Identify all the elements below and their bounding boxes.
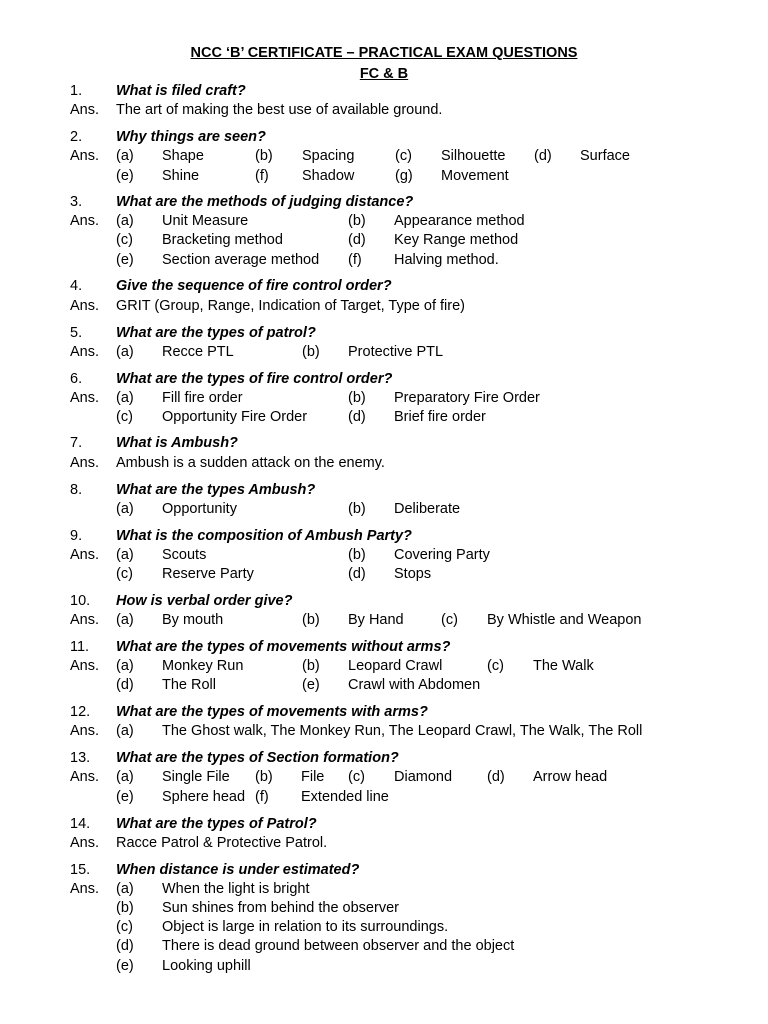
- question-text: What is Ambush?: [116, 435, 238, 451]
- option-label: (d): [348, 566, 366, 582]
- option-text: Arrow head: [533, 769, 608, 785]
- option-label: (b): [302, 658, 320, 674]
- option-text: Scouts: [162, 547, 207, 563]
- option-label: (a): [116, 723, 134, 739]
- option-label: (d): [116, 938, 134, 954]
- question-number: 2.: [70, 129, 83, 145]
- option-label: (g): [395, 168, 413, 184]
- option-text: Covering Party: [394, 547, 490, 563]
- option-label: (c): [116, 919, 133, 935]
- option-text: Preparatory Fire Order: [394, 390, 540, 406]
- option-text: Opportunity: [162, 501, 237, 517]
- option-text: Bracketing method: [162, 232, 283, 248]
- option-label: (a): [116, 769, 134, 785]
- answer-label: Ans.: [70, 881, 100, 897]
- answer-label: Ans.: [70, 102, 100, 118]
- option-label: (a): [116, 501, 134, 517]
- option-text: By mouth: [162, 612, 224, 628]
- option-label: (e): [116, 958, 134, 974]
- answer-label: Ans.: [70, 298, 100, 314]
- option-text: Surface: [580, 148, 630, 164]
- option-text: Key Range method: [394, 232, 519, 248]
- answer-label: Ans.: [70, 344, 100, 360]
- question-text: What are the types of Section formation?: [116, 750, 399, 766]
- question-text: Give the sequence of fire control order?: [116, 278, 392, 294]
- question-text: When distance is under estimated?: [116, 862, 360, 878]
- answer-label: Ans.: [70, 769, 100, 785]
- option-text: Appearance method: [394, 213, 525, 229]
- answer-label: Ans.: [70, 547, 100, 563]
- option-label: (b): [348, 213, 366, 229]
- option-label: (d): [348, 409, 366, 425]
- question-text: Why things are seen?: [116, 129, 266, 145]
- option-text: By Whistle and Weapon: [487, 612, 642, 628]
- question-number: 3.: [70, 194, 83, 210]
- option-label: (b): [348, 501, 366, 517]
- option-label: (f): [255, 789, 269, 805]
- option-label: (c): [395, 148, 412, 164]
- option-text: Silhouette: [441, 148, 506, 164]
- question-number: 6.: [70, 371, 83, 387]
- option-label: (b): [348, 390, 366, 406]
- option-label: (a): [116, 547, 134, 563]
- option-text: The Ghost walk, The Monkey Run, The Leopard Crawl, The Walk, The Roll: [162, 723, 643, 739]
- question-number: 9.: [70, 528, 83, 544]
- question-text: What is the composition of Ambush Party?: [116, 528, 412, 544]
- option-label: (a): [116, 148, 134, 164]
- option-text: The Roll: [162, 677, 216, 693]
- answer-text: The art of making the best use of available ground.: [116, 102, 443, 118]
- option-label: (b): [302, 344, 320, 360]
- option-label: (d): [534, 148, 552, 164]
- answer-text: GRIT (Group, Range, Indication of Target, Type of fire): [116, 298, 465, 314]
- answer-label: Ans.: [70, 723, 100, 739]
- option-label: (a): [116, 658, 134, 674]
- option-text: Brief fire order: [394, 409, 486, 425]
- option-text: There is dead ground between observer and the object: [162, 938, 515, 954]
- option-label: (e): [116, 789, 134, 805]
- option-text: Reserve Party: [162, 566, 254, 582]
- answer-text: Racce Patrol & Protective Patrol.: [116, 835, 328, 851]
- option-text: Stops: [394, 566, 432, 582]
- option-text: Single File: [162, 769, 230, 785]
- question-number: 15.: [70, 862, 91, 878]
- answer-label: Ans.: [70, 390, 100, 406]
- question-text: What are the types of fire control order?: [116, 371, 393, 387]
- option-label: (a): [116, 881, 134, 897]
- option-label: (a): [116, 213, 134, 229]
- option-label: (c): [348, 769, 365, 785]
- question-number: 12.: [70, 704, 91, 720]
- option-label: (c): [116, 409, 133, 425]
- option-text: Crawl with Abdomen: [348, 677, 481, 693]
- option-text: Diamond: [394, 769, 453, 785]
- question-number: 7.: [70, 435, 83, 451]
- option-label: (c): [116, 232, 133, 248]
- option-text: Shape: [162, 148, 204, 164]
- option-label: (a): [116, 612, 134, 628]
- option-label: (f): [348, 252, 362, 268]
- option-label: (b): [255, 769, 273, 785]
- question-number: 11.: [70, 639, 90, 655]
- page-subtitle: FC & B: [359, 66, 409, 82]
- option-text: The Walk: [533, 658, 594, 674]
- option-text: Leopard Crawl: [348, 658, 443, 674]
- question-text: What are the types of Patrol?: [116, 816, 317, 832]
- question-text: What are the types of movements with arms?: [116, 704, 428, 720]
- answer-text: Ambush is a sudden attack on the enemy.: [116, 455, 385, 471]
- option-label: (c): [487, 658, 504, 674]
- option-text: Extended line: [301, 789, 389, 805]
- option-label: (d): [348, 232, 366, 248]
- answer-label: Ans.: [70, 612, 100, 628]
- answer-label: Ans.: [70, 213, 100, 229]
- option-text: Section average method: [162, 252, 320, 268]
- option-label: (b): [116, 900, 134, 916]
- option-text: Object is large in relation to its surroundings.: [162, 919, 449, 935]
- page-title: NCC ‘B’ CERTIFICATE – PRACTICAL EXAM QUESTIONS: [190, 45, 578, 61]
- option-text: Recce PTL: [162, 344, 234, 360]
- option-text: Sun shines from behind the observer: [162, 900, 399, 916]
- option-text: Movement: [441, 168, 509, 184]
- option-label: (a): [116, 344, 134, 360]
- option-text: Looking uphill: [162, 958, 251, 974]
- question-text: What are the types of movements without arms?: [116, 639, 451, 655]
- option-label: (e): [116, 252, 134, 268]
- option-label: (b): [348, 547, 366, 563]
- option-text: Unit Measure: [162, 213, 249, 229]
- question-number: 10.: [70, 593, 91, 609]
- question-text: What is filed craft?: [116, 83, 246, 99]
- question-number: 14.: [70, 816, 91, 832]
- option-text: Opportunity Fire Order: [162, 409, 308, 425]
- option-label: (f): [255, 168, 269, 184]
- question-text: How is verbal order give?: [116, 593, 293, 609]
- answer-label: Ans.: [70, 835, 100, 851]
- option-label: (c): [441, 612, 458, 628]
- question-text: What are the types of patrol?: [116, 325, 316, 341]
- question-number: 13.: [70, 750, 91, 766]
- option-label: (d): [487, 769, 505, 785]
- option-text: By Hand: [348, 612, 404, 628]
- answer-label: Ans.: [70, 455, 100, 471]
- option-label: (b): [255, 148, 273, 164]
- answer-label: Ans.: [70, 658, 100, 674]
- option-text: File: [301, 769, 325, 785]
- option-text: Spacing: [302, 148, 355, 164]
- option-text: When the light is bright: [162, 881, 310, 897]
- option-text: Monkey Run: [162, 658, 244, 674]
- option-label: (e): [302, 677, 320, 693]
- question-number: 1.: [70, 83, 83, 99]
- question-number: 5.: [70, 325, 83, 341]
- option-label: (a): [116, 390, 134, 406]
- option-label: (c): [116, 566, 133, 582]
- option-text: Fill fire order: [162, 390, 243, 406]
- option-text: Shine: [162, 168, 200, 184]
- option-text: Protective PTL: [348, 344, 444, 360]
- option-text: Sphere head: [162, 789, 246, 805]
- option-text: Deliberate: [394, 501, 461, 517]
- option-text: Halving method.: [394, 252, 499, 268]
- question-text: What are the methods of judging distance?: [116, 194, 414, 210]
- option-label: (b): [302, 612, 320, 628]
- option-label: (d): [116, 677, 134, 693]
- question-number: 8.: [70, 482, 83, 498]
- answer-label: Ans.: [70, 148, 100, 164]
- question-text: What are the types Ambush?: [116, 482, 316, 498]
- option-text: Shadow: [302, 168, 355, 184]
- question-number: 4.: [70, 278, 83, 294]
- option-label: (e): [116, 168, 134, 184]
